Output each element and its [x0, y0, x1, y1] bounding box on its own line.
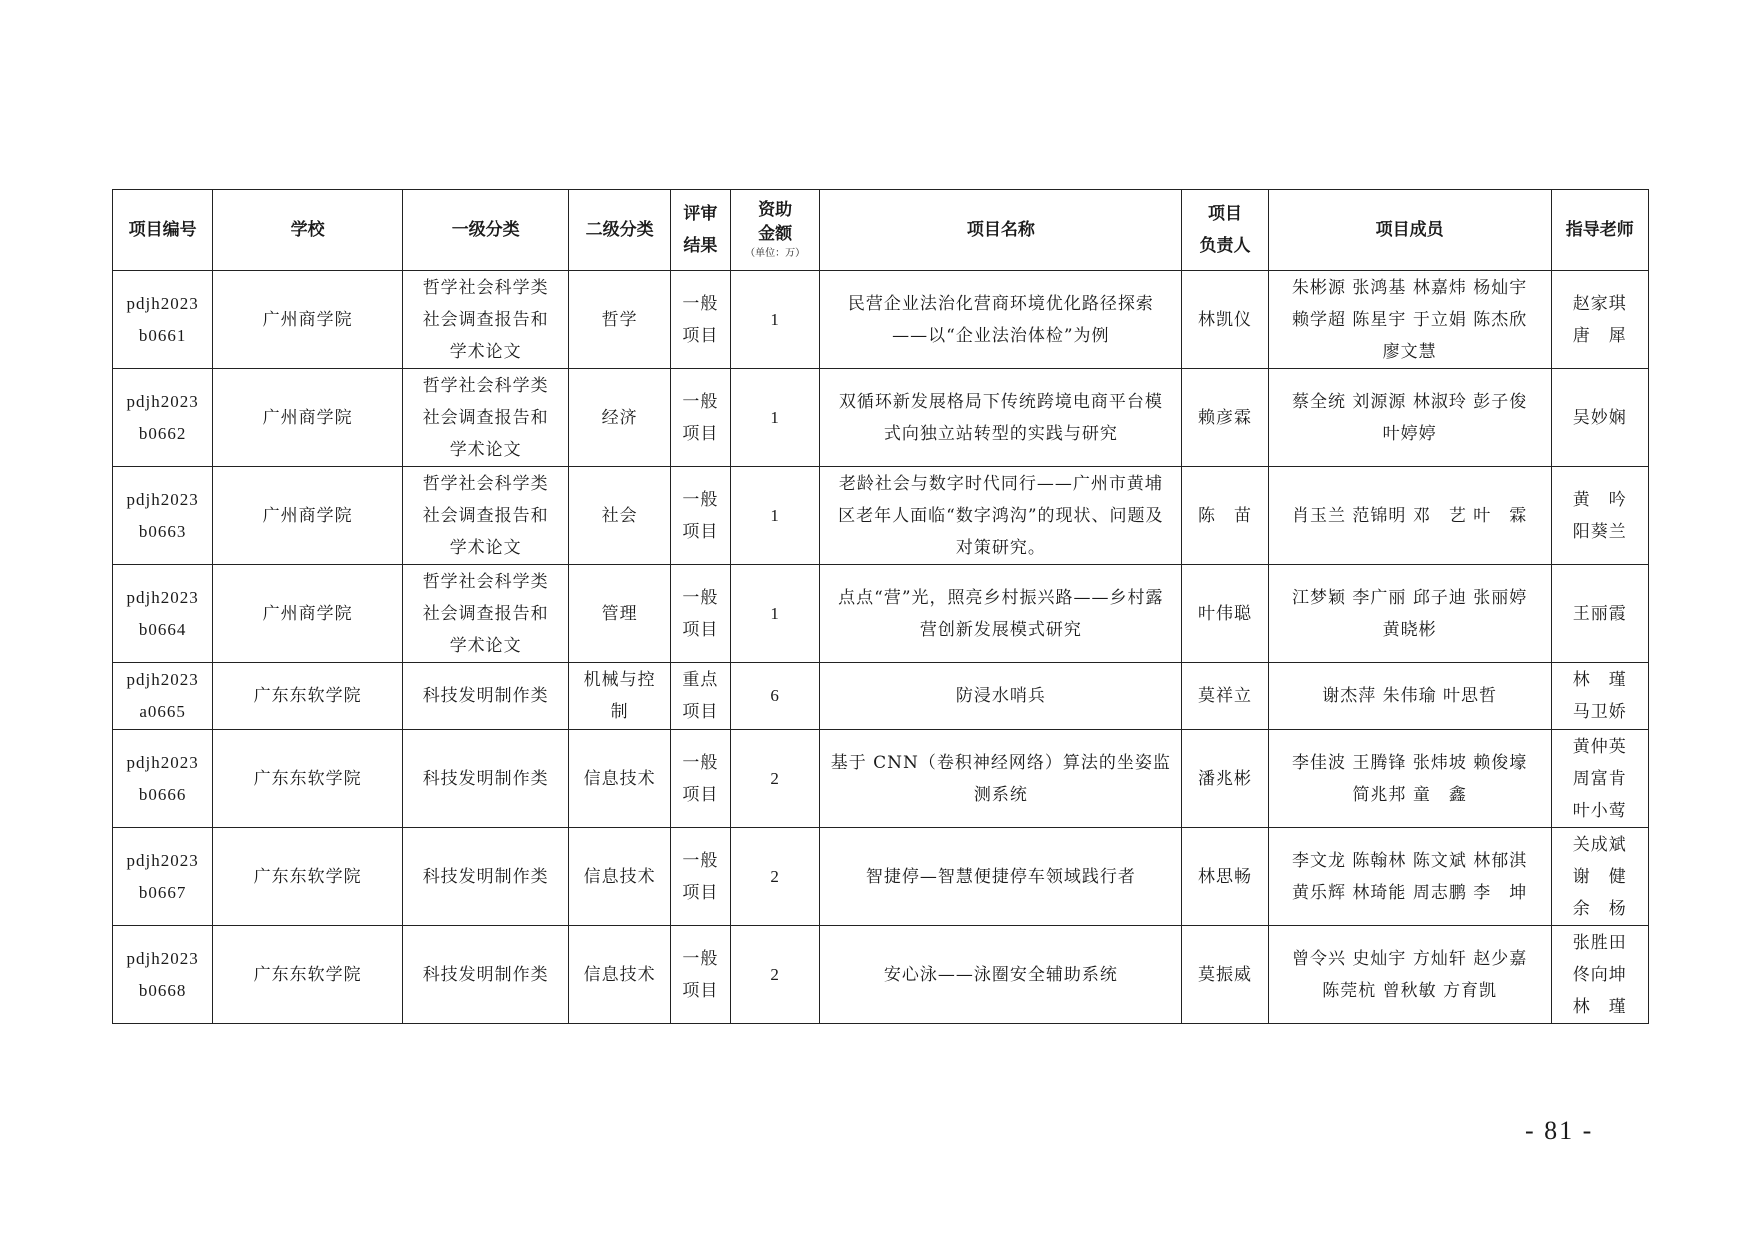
cell-advisor-line: 吴妙娴	[1572, 407, 1627, 428]
cell-school: 广州商学院	[213, 467, 403, 565]
cell-project-name	[820, 271, 1182, 369]
cell-members-line: 曾令兴 史灿宇 方灿轩 赵少嘉	[1292, 948, 1528, 969]
cell-school: 广东东软学院	[213, 730, 403, 828]
cell-category1-line: 社会调查报告和	[422, 407, 549, 428]
cell-leader: 潘兆彬	[1182, 730, 1268, 828]
cell-review-line: 项目	[682, 980, 719, 1001]
cell-review-line: 项目	[682, 882, 719, 903]
header-row	[113, 190, 1649, 271]
cell-category2-line: 社会	[601, 505, 638, 526]
cell-code	[113, 730, 213, 828]
cell-project-name-line: 点点“营”光，照亮乡村振兴路——乡村露	[838, 587, 1164, 608]
cell-review	[670, 730, 730, 828]
cell-leader: 莫祥立	[1182, 663, 1268, 730]
table-row	[113, 271, 1649, 369]
cell-advisor-line: 佟向坤	[1572, 964, 1627, 985]
cell-code-line: a0665	[139, 702, 186, 721]
cell-review-line: 项目	[682, 423, 719, 444]
cell-review	[670, 565, 730, 663]
cell-advisor	[1551, 730, 1648, 828]
cell-review	[670, 369, 730, 467]
cell-review-line: 项目	[682, 784, 719, 805]
cell-category1-line: 哲学社会科学类	[422, 375, 549, 396]
cell-review-line: 项目	[682, 702, 719, 722]
cell-school: 广州商学院	[213, 271, 403, 369]
table-body	[113, 271, 1649, 1024]
cell-advisor-line: 黄 吟	[1572, 489, 1627, 510]
cell-advisor-line: 阳葵兰	[1572, 521, 1627, 542]
header-review	[670, 190, 730, 271]
cell-category2-line: 信息技术	[583, 964, 656, 985]
cell-members	[1268, 271, 1551, 369]
cell-code-line: b0661	[138, 325, 187, 345]
cell-code-line: b0663	[138, 521, 187, 541]
cell-project-name	[820, 369, 1182, 467]
cell-category1-line: 科技发明制作类	[422, 866, 549, 887]
cell-members-line: 蔡全统 刘源源 林淑玲 彭子俊	[1292, 391, 1528, 412]
table-row	[113, 467, 1649, 565]
cell-project-name-line: 双循环新发展格局下传统跨境电商平台模	[838, 391, 1163, 412]
header-leader-line: 负责人	[1199, 236, 1251, 256]
cell-advisor	[1551, 369, 1648, 467]
cell-leader: 赖彦霖	[1182, 369, 1268, 467]
cell-leader: 叶伟聪	[1182, 565, 1268, 663]
cell-code	[113, 663, 213, 730]
cell-project-name-line: 基于 CNN（卷积神经网络）算法的坐姿监	[830, 752, 1171, 773]
table-row	[113, 828, 1649, 926]
page-number: - 81 -	[1525, 1116, 1594, 1145]
header-review-line: 结果	[683, 236, 718, 256]
cell-advisor-line: 马卫娇	[1572, 702, 1627, 722]
cell-code-line: pdjh2023	[126, 948, 199, 968]
cell-category1	[402, 467, 569, 565]
cell-category1	[402, 828, 569, 926]
header-review-line: 评审	[683, 204, 718, 224]
cell-review-line: 一般	[682, 293, 719, 314]
cell-category1-line: 哲学社会科学类	[422, 571, 549, 592]
cell-category2	[569, 828, 670, 926]
header-amount-unit: （单位：万）	[745, 248, 806, 259]
cell-advisor-line: 赵家琪	[1572, 293, 1627, 314]
cell-project-name-line: ——以“企业法治体检”为例	[892, 325, 1110, 346]
cell-amount: 6	[730, 663, 819, 730]
cell-project-name-line: 老龄社会与数字时代同行——广州市黄埔	[838, 473, 1163, 494]
cell-code	[113, 926, 213, 1024]
cell-members-line: 谢杰萍 朱伟瑜 叶思哲	[1322, 686, 1498, 706]
cell-project-name-line: 对策研究。	[955, 537, 1046, 558]
cell-members-line: 叶婷婷	[1382, 423, 1437, 444]
cell-members	[1268, 663, 1551, 730]
cell-code	[113, 271, 213, 369]
cell-project-name-line: 区老年人面临“数字鸿沟”的现状、问题及	[838, 505, 1164, 526]
cell-review	[670, 271, 730, 369]
cell-code	[113, 467, 213, 565]
cell-category1-line: 科技发明制作类	[422, 964, 549, 985]
cell-amount: 2	[730, 926, 819, 1024]
header-advisor: 指导老师	[1551, 190, 1648, 271]
cell-review	[670, 828, 730, 926]
cell-review-line: 一般	[682, 850, 719, 871]
project-table	[112, 189, 1649, 1024]
cell-project-name	[820, 926, 1182, 1024]
cell-category1-line: 学术论文	[449, 341, 522, 362]
cell-code	[113, 828, 213, 926]
cell-category1-line: 学术论文	[449, 537, 522, 558]
cell-project-name	[820, 565, 1182, 663]
cell-category2	[569, 271, 670, 369]
cell-review-line: 一般	[682, 489, 719, 510]
cell-advisor	[1551, 828, 1648, 926]
cell-project-name-line: 安心泳——泳圈安全辅助系统	[883, 964, 1118, 985]
cell-members-line: 赖学超 陈星宇 于立娟 陈杰欣	[1292, 309, 1528, 330]
cell-code-line: pdjh2023	[126, 391, 199, 411]
cell-members-line: 江梦颖 李广丽 邱子迪 张丽婷	[1292, 587, 1528, 608]
header-amount-line: 资助	[758, 200, 793, 220]
cell-advisor-line: 余 杨	[1572, 898, 1627, 919]
cell-category1	[402, 565, 569, 663]
cell-code-line: b0664	[138, 619, 187, 639]
cell-amount: 1	[730, 271, 819, 369]
cell-code	[113, 565, 213, 663]
header-amount-line: 金额	[758, 224, 793, 244]
cell-category2-line: 机械与控	[583, 670, 656, 690]
cell-category1	[402, 730, 569, 828]
cell-review-line: 一般	[682, 391, 719, 412]
table-row	[113, 730, 1649, 828]
cell-review	[670, 926, 730, 1024]
cell-review-line: 重点	[682, 670, 719, 690]
header-category1: 一级分类	[402, 190, 569, 271]
cell-advisor-line: 林 瑾	[1572, 670, 1627, 690]
cell-code-line: pdjh2023	[126, 293, 199, 313]
cell-school: 广州商学院	[213, 369, 403, 467]
cell-category1	[402, 271, 569, 369]
cell-members-line: 朱彬源 张鸿基 林嘉炜 杨灿宇	[1292, 277, 1528, 298]
cell-members	[1268, 369, 1551, 467]
header-leader-line: 项目	[1208, 204, 1243, 224]
cell-category2-line: 信息技术	[583, 866, 656, 887]
cell-category2-line: 哲学	[601, 309, 638, 330]
cell-advisor	[1551, 467, 1648, 565]
cell-amount: 2	[730, 730, 819, 828]
cell-category1-line: 社会调查报告和	[422, 505, 549, 526]
cell-members	[1268, 467, 1551, 565]
cell-advisor-line: 黄仲英	[1572, 736, 1627, 757]
cell-project-name-line: 测系统	[973, 784, 1028, 805]
cell-category2	[569, 467, 670, 565]
cell-members-line: 黄乐辉 林琦能 周志鹏 李 坤	[1292, 882, 1528, 903]
cell-category1-line: 学术论文	[449, 635, 522, 656]
cell-category2	[569, 369, 670, 467]
cell-members-line: 李佳波 王腾锋 张炜坡 赖俊壕	[1292, 752, 1528, 773]
cell-code	[113, 369, 213, 467]
cell-advisor	[1551, 565, 1648, 663]
header-project-name: 项目名称	[820, 190, 1182, 271]
cell-project-name-line: 防浸水哨兵	[955, 686, 1046, 706]
cell-advisor-line: 王丽霞	[1572, 603, 1627, 624]
cell-project-name	[820, 730, 1182, 828]
cell-school: 广州商学院	[213, 565, 403, 663]
table-row	[113, 926, 1649, 1024]
cell-category1	[402, 926, 569, 1024]
cell-members-line: 黄晓彬	[1382, 619, 1437, 640]
cell-project-name	[820, 467, 1182, 565]
cell-members-line: 肖玉兰 范锦明 邓 艺 叶 霖	[1292, 505, 1528, 526]
cell-advisor	[1551, 271, 1648, 369]
cell-project-name	[820, 828, 1182, 926]
header-leader	[1182, 190, 1268, 271]
cell-code-line: pdjh2023	[126, 670, 199, 689]
cell-category2-line: 制	[610, 702, 629, 722]
cell-category2	[569, 730, 670, 828]
cell-advisor-line: 唐 犀	[1572, 325, 1627, 346]
cell-category2	[569, 565, 670, 663]
cell-advisor-line: 林 瑾	[1572, 996, 1627, 1017]
cell-review-line: 项目	[682, 325, 719, 346]
header-members: 项目成员	[1268, 190, 1551, 271]
cell-leader: 陈 苗	[1182, 467, 1268, 565]
header-school: 学校	[213, 190, 403, 271]
cell-code-line: pdjh2023	[126, 587, 199, 607]
cell-review-line: 一般	[682, 587, 719, 608]
cell-category2-line: 经济	[601, 407, 638, 428]
cell-project-name	[820, 663, 1182, 730]
cell-category1-line: 学术论文	[449, 439, 522, 460]
cell-members-line: 廖文慧	[1382, 341, 1437, 362]
cell-code-line: b0662	[138, 423, 187, 443]
cell-category1	[402, 369, 569, 467]
cell-code-line: pdjh2023	[126, 752, 199, 772]
cell-advisor-line: 叶小莺	[1572, 800, 1627, 821]
cell-category2-line: 管理	[601, 603, 638, 624]
cell-school: 广东东软学院	[213, 663, 403, 730]
cell-members	[1268, 828, 1551, 926]
cell-project-name-line: 营创新发展模式研究	[919, 619, 1082, 640]
cell-review-line: 一般	[682, 752, 719, 773]
cell-leader: 林思畅	[1182, 828, 1268, 926]
cell-school: 广东东软学院	[213, 926, 403, 1024]
cell-review-line: 一般	[682, 948, 719, 969]
cell-category2	[569, 663, 670, 730]
cell-school: 广东东软学院	[213, 828, 403, 926]
cell-amount: 1	[730, 467, 819, 565]
cell-members	[1268, 926, 1551, 1024]
cell-category2	[569, 926, 670, 1024]
cell-amount: 2	[730, 828, 819, 926]
cell-code-line: pdjh2023	[126, 850, 199, 870]
cell-project-name-line: 民营企业法治化营商环境优化路径探索	[847, 293, 1154, 314]
cell-members-line: 陈莞杭 曾秋敏 方育凯	[1322, 980, 1498, 1001]
cell-project-name-line: 智捷停—智慧便捷停车领域践行者	[865, 866, 1136, 887]
cell-members-line: 李文龙 陈翰林 陈文斌 林郁淇	[1292, 850, 1528, 871]
header-category2: 二级分类	[569, 190, 670, 271]
cell-category1-line: 社会调查报告和	[422, 603, 549, 624]
table-row	[113, 369, 1649, 467]
cell-code-line: b0667	[138, 882, 187, 902]
cell-amount: 1	[730, 369, 819, 467]
cell-code-line: b0666	[138, 784, 187, 804]
cell-advisor-line: 周富肯	[1572, 768, 1627, 789]
cell-amount: 1	[730, 565, 819, 663]
cell-advisor-line: 张胜田	[1572, 932, 1627, 953]
cell-advisor	[1551, 663, 1648, 730]
cell-project-name-line: 式向独立站转型的实践与研究	[883, 423, 1118, 444]
cell-category1-line: 社会调查报告和	[422, 309, 549, 330]
cell-advisor-line: 关成斌	[1572, 834, 1627, 855]
cell-code-line: b0668	[138, 980, 187, 1000]
table-row	[113, 565, 1649, 663]
cell-category2-line: 信息技术	[583, 768, 656, 789]
header-amount	[730, 190, 819, 271]
cell-members	[1268, 730, 1551, 828]
cell-review	[670, 467, 730, 565]
cell-category1-line: 哲学社会科学类	[422, 473, 549, 494]
cell-review-line: 项目	[682, 521, 719, 542]
cell-category1-line: 哲学社会科学类	[422, 277, 549, 298]
cell-review	[670, 663, 730, 730]
cell-advisor-line: 谢 健	[1572, 866, 1627, 887]
cell-review-line: 项目	[682, 619, 719, 640]
cell-code-line: pdjh2023	[126, 489, 199, 509]
cell-category1-line: 科技发明制作类	[422, 686, 549, 706]
cell-advisor	[1551, 926, 1648, 1024]
table-row	[113, 663, 1649, 730]
cell-category1	[402, 663, 569, 730]
cell-category1-line: 科技发明制作类	[422, 768, 549, 789]
cell-leader: 莫振威	[1182, 926, 1268, 1024]
cell-leader: 林凯仪	[1182, 271, 1268, 369]
header-code: 项目编号	[113, 190, 213, 271]
cell-members	[1268, 565, 1551, 663]
cell-members-line: 简兆邦 童 鑫	[1352, 784, 1467, 805]
